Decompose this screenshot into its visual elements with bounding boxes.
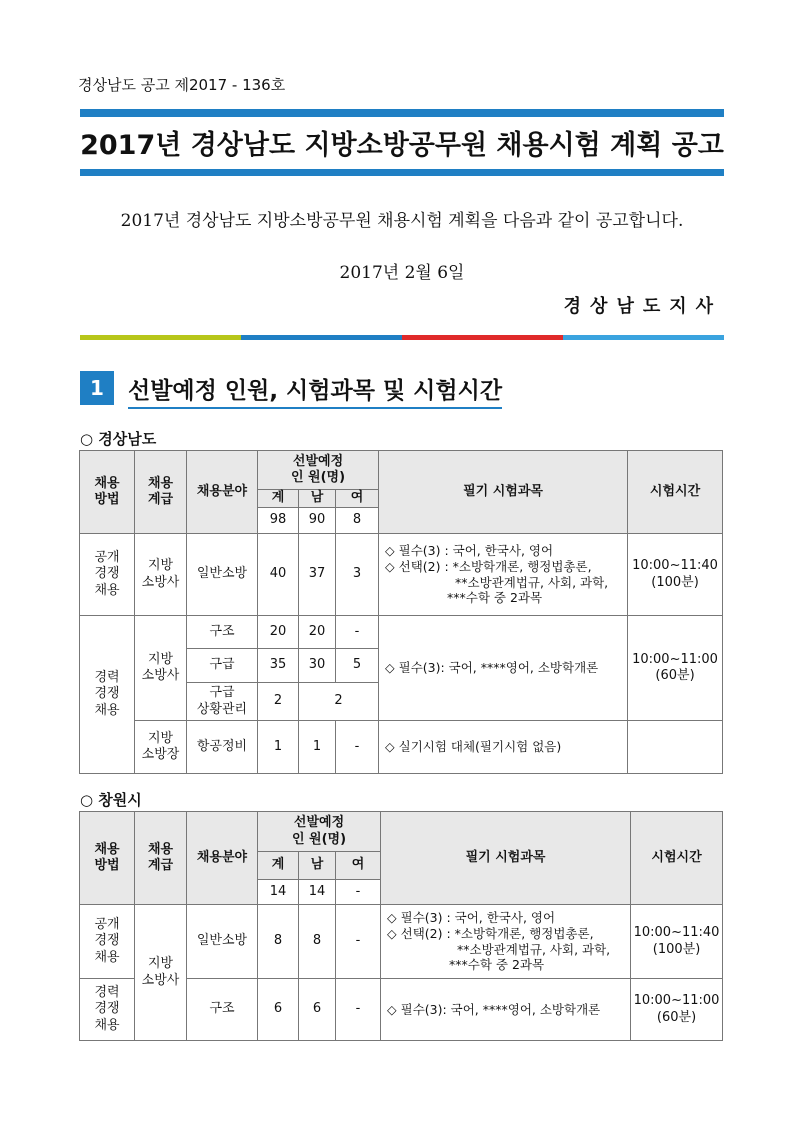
color-divider-segment	[563, 335, 724, 340]
field-ems: 구급	[187, 649, 258, 683]
header-grade: 채용 계급	[135, 812, 187, 905]
time-career: 10:00~11:00 (60분)	[628, 616, 723, 721]
header-subjects: 필기 시험과목	[381, 812, 631, 905]
female-count: -	[336, 880, 381, 905]
header-male: 남	[299, 490, 336, 508]
total-count: 35	[258, 649, 299, 683]
male-count: 37	[299, 534, 336, 616]
subjects-career: ◇ 필수(3): 국어, ****영어, 소방학개론	[379, 616, 628, 721]
header-planned: 선발예정 인 원(명)	[258, 451, 379, 490]
male-count: 30	[299, 649, 336, 683]
total-count: 6	[258, 979, 299, 1041]
female-count: 3	[336, 534, 379, 616]
header-male: 남	[299, 852, 336, 880]
field-rescue: 구조	[187, 979, 258, 1041]
header-time: 시험시간	[631, 812, 723, 905]
grade-sobangsa: 지방 소방사	[135, 534, 187, 616]
header-field: 채용분야	[187, 812, 258, 905]
method-career: 경력 경쟁 채용	[80, 979, 135, 1041]
female-count: 8	[336, 508, 379, 534]
gyeongnam-table	[79, 450, 723, 774]
header-female: 여	[336, 490, 379, 508]
section-number: 1	[80, 371, 114, 405]
notice-number: 경상남도 공고 제2017 - 136호	[78, 76, 286, 94]
total-count: 98	[258, 508, 299, 534]
grade-sobangsa: 지방 소방사	[135, 905, 187, 1041]
subjects-open: ◇ 필수(3) : 국어, 한국사, 영어 ◇ 선택(2) : *소방학개론, 행정법총론, **소방관계법규, 사회, 과학, ***수학 중 2과목	[379, 534, 628, 616]
header-grade: 채용 계급	[135, 451, 187, 534]
color-divider	[80, 335, 724, 340]
male-count: 90	[299, 508, 336, 534]
region-label-gyeongnam: ○ 경상남도	[80, 430, 157, 448]
region-label-changwon: ○ 창원시	[80, 791, 142, 809]
method-career: 경력 경쟁 채용	[80, 616, 135, 774]
field-general: 일반소방	[187, 534, 258, 616]
female-count: -	[336, 721, 379, 774]
total-count: 40	[258, 534, 299, 616]
grade-sobangjang: 지방 소방장	[135, 721, 187, 774]
female-count: -	[336, 905, 381, 979]
female-count: -	[336, 979, 381, 1041]
lead-paragraph: 2017년 경상남도 지방소방공무원 채용시험 계획을 다음과 같이 공고합니다.	[120, 211, 684, 231]
signer: 경상남도지사	[563, 296, 722, 317]
field-ems-situation: 구급 상황관리	[187, 683, 258, 721]
header-method: 채용 방법	[80, 812, 135, 905]
color-divider-segment	[402, 335, 563, 340]
male-count: 6	[299, 979, 336, 1041]
time-aviation	[628, 721, 723, 774]
title-top-bar	[80, 109, 724, 117]
color-divider-segment	[241, 335, 402, 340]
field-general: 일반소방	[187, 905, 258, 979]
method-open: 공개 경쟁 채용	[80, 534, 135, 616]
field-aviation: 항공정비	[187, 721, 258, 774]
subjects-aviation: ◇ 실기시험 대체(필기시험 없음)	[379, 721, 628, 774]
changwon-table	[79, 811, 723, 1041]
total-count: 14	[258, 880, 299, 905]
header-female: 여	[336, 852, 381, 880]
female-count: 5	[336, 649, 379, 683]
header-total: 계	[258, 852, 299, 880]
male-count: 1	[299, 721, 336, 774]
subjects-career: ◇ 필수(3): 국어, ****영어, 소방학개론	[381, 979, 631, 1041]
page-title: 2017년 경상남도 지방소방공무원 채용시험 계획 공고	[80, 130, 724, 161]
male-count: 14	[299, 880, 336, 905]
total-count: 20	[258, 616, 299, 649]
header-total: 계	[258, 490, 299, 508]
male-count: 8	[299, 905, 336, 979]
header-subjects: 필기 시험과목	[379, 451, 628, 534]
subjects-open: ◇ 필수(3) : 국어, 한국사, 영어 ◇ 선택(2) : *소방학개론, 행정법총론, **소방관계법규, 사회, 과학, ***수학 중 2과목	[381, 905, 631, 979]
time-open: 10:00~11:40 (100분)	[628, 534, 723, 616]
header-method: 채용 방법	[80, 451, 135, 534]
time-open: 10:00~11:40 (100분)	[631, 905, 723, 979]
notice-date: 2017년 2월 6일	[339, 263, 465, 283]
total-count: 8	[258, 905, 299, 979]
field-rescue: 구조	[187, 616, 258, 649]
total-count: 1	[258, 721, 299, 774]
total-count: 2	[258, 683, 299, 721]
method-open: 공개 경쟁 채용	[80, 905, 135, 979]
header-planned: 선발예정 인 원(명)	[258, 812, 381, 852]
title-bottom-bar	[80, 169, 724, 176]
grade-sobangsa: 지방 소방사	[135, 616, 187, 721]
color-divider-segment	[80, 335, 241, 340]
female-count: -	[336, 616, 379, 649]
section-title: 선발예정 인원, 시험과목 및 시험시간	[128, 372, 502, 409]
time-career: 10:00~11:00 (60분)	[631, 979, 723, 1041]
header-time: 시험시간	[628, 451, 723, 534]
male-female-count: 2	[299, 683, 379, 721]
header-field: 채용분야	[187, 451, 258, 534]
male-count: 20	[299, 616, 336, 649]
